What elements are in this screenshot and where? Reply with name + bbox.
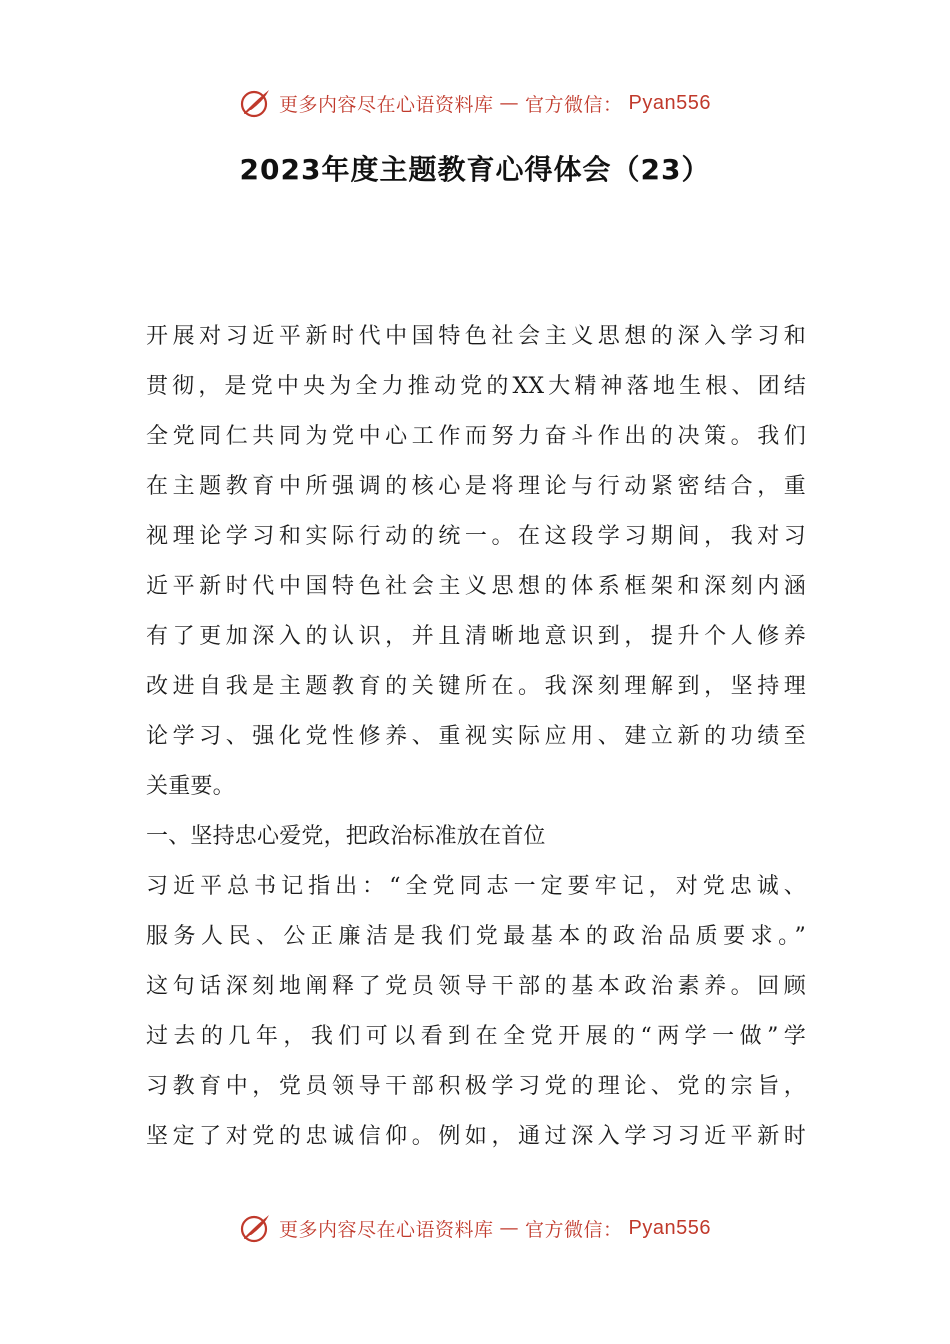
body-line: 全党同仁共同为党中心工作而努力奋斗作出的决策。我们 [146, 424, 806, 449]
body-line: 开展对习近平新时代中国特色社会主义思想的深入学习和 [146, 324, 806, 349]
quill-logo-icon [239, 86, 273, 120]
body-line: 这句话深刻地阐释了党员领导干部的基本政治素养。回顾 [146, 974, 806, 999]
document-body [146, 312, 806, 1162]
body-line: 论学习、强化党性修养、重视实际应用、建立新的功绩至 [146, 724, 806, 749]
footer-banner [0, 1211, 950, 1245]
banner-wechat-label: 官方微信： [525, 1218, 623, 1241]
body-line: 视理论学习和实际行动的统一。在这段学习期间，我对习 [146, 524, 806, 549]
header-banner [0, 86, 950, 120]
banner-separator: — [499, 92, 520, 114]
body-line: 在主题教育中所强调的核心是将理论与行动紧密结合，重 [146, 474, 806, 499]
body-line: 过去的几年，我们可以看到在全党开展的“两学一做”学 [146, 1024, 806, 1049]
quill-logo-icon [239, 1211, 273, 1245]
body-line: 改进自我是主题教育的关键所在。我深刻理解到，坚持理 [146, 674, 806, 699]
banner-brand: 更多内容尽在心语资料库 [279, 93, 494, 116]
banner-wechat-label: 官方微信： [525, 93, 623, 116]
body-line: 习近平总书记指出：“全党同志一定要牢记，对党忠诚、 [146, 874, 806, 899]
body-line: 近平新时代中国特色社会主义思想的体系框架和深刻内涵 [146, 574, 806, 599]
body-line: 服务人民、公正廉洁是我们党最基本的政治品质要求。” [146, 924, 806, 949]
document-title: 2023年度主题教育心得体会（23） [239, 153, 711, 186]
banner-separator: — [499, 1217, 520, 1239]
section-heading: 一、坚持忠心爱党，把政治标准放在首位 [146, 824, 546, 849]
body-line: 有了更加深入的认识，并且清晰地意识到，提升个人修养 [146, 624, 806, 649]
banner-wechat-id: Pyan556 [628, 91, 711, 114]
body-line: 坚定了对党的忠诚信仰。例如，通过深入学习习近平新时 [146, 1124, 806, 1149]
body-line: 关重要。 [146, 774, 235, 799]
body-line: 习教育中，党员领导干部积极学习党的理论、党的宗旨， [146, 1074, 806, 1099]
banner-wechat-id: Pyan556 [628, 1216, 711, 1239]
body-line: 贯彻，是党中央为全力推动党的XX大精神落地生根、团结 [146, 374, 806, 399]
banner-brand: 更多内容尽在心语资料库 [279, 1218, 494, 1241]
